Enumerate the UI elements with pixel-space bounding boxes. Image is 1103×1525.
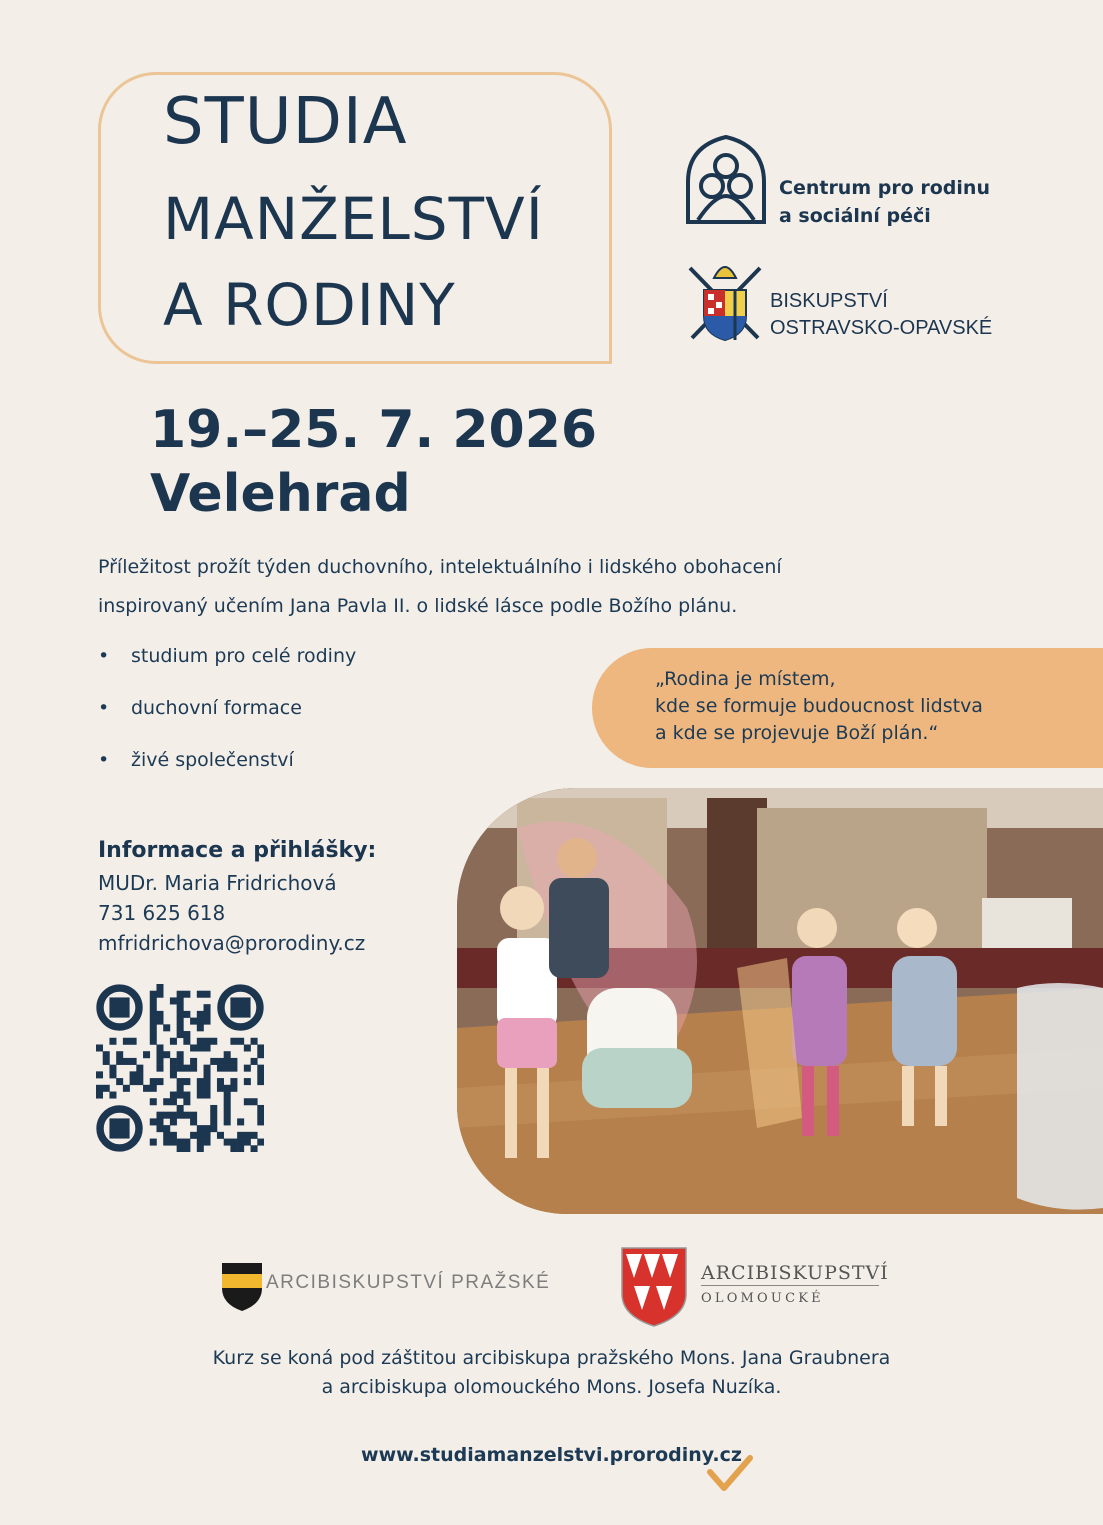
list-item: • duchovní formace [98, 690, 356, 742]
bishopric-coat-of-arms-icon [684, 256, 766, 344]
list-item: • studium pro celé rodiny [98, 638, 356, 690]
olomouc-archbishopric-subtitle: OLOMOUCKÉ [701, 1291, 824, 1306]
website-link[interactable]: www.studiamanzelstvi.prorodiny.cz [361, 1444, 742, 1466]
quote-banner: „Rodina je místem, kde se formuje budoucnost lidstva a kde se projevuje Boží plán.“ [592, 648, 1103, 768]
olomouc-archbishopric-name: ARCIBISKUPSTVÍ [701, 1262, 889, 1284]
prague-archbishopric-shield-icon [221, 1262, 263, 1312]
intro-text: Příležitost prožít týden duchovního, intelektuálního i lidského obohacení inspirovaný učením Jana Pavla II. o lidské lásce podle Božího plánu. [98, 556, 782, 617]
list-item: • živé společenství [98, 742, 356, 794]
patronage-text: Kurz se koná pod záštitou arcibiskupa pražského Mons. Jana Graubnera a arcibiskupa olomouckého Mons. Josefa Nuzíka. [212, 1347, 891, 1398]
centrum-pro-rodinu-logo-icon [684, 134, 768, 226]
event-date: 19.–25. 7. 2026 [150, 400, 598, 460]
photo-illustration [457, 788, 1103, 1214]
title-line-2: MANŽELSTVÍ [163, 185, 544, 253]
contact-phone[interactable]: 731 625 618 [98, 901, 226, 925]
info-heading: Informace a přihlášky: [98, 838, 377, 863]
centrum-pro-rodinu-name: Centrum pro rodinu a sociální péči [779, 177, 990, 227]
qr-code-icon[interactable] [96, 984, 264, 1152]
contact-email[interactable]: mfridrichova@prorodiny.cz [98, 931, 366, 955]
olomouc-archbishopric-shield-icon [620, 1246, 688, 1328]
title-box [98, 72, 612, 364]
children-photo [457, 788, 1103, 1214]
prague-archbishopric-name: ARCIBISKUPSTVÍ PRAŽSKÉ [266, 1272, 551, 1293]
event-place: Velehrad [150, 464, 411, 524]
contact-name: MUDr. Maria Fridrichová [98, 871, 337, 895]
checkmark-icon [706, 1454, 754, 1494]
feature-list [98, 638, 356, 794]
title-line-3: A RODINY [163, 271, 456, 339]
title-line-1: STUDIA [163, 85, 408, 159]
bishopric-name: BISKUPSTVÍ OSTRAVSKO-OPAVSKÉ [770, 290, 993, 339]
olomouc-divider [701, 1285, 879, 1286]
